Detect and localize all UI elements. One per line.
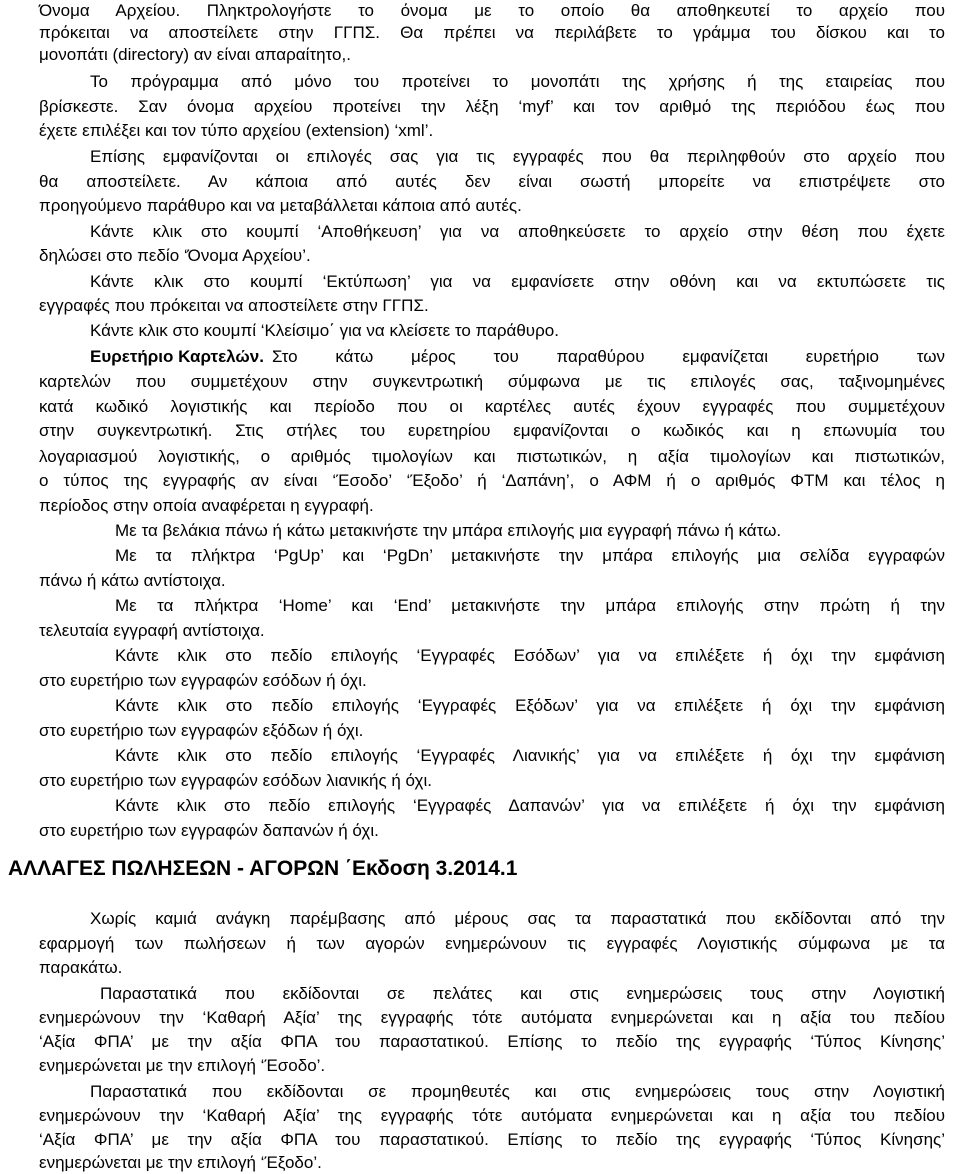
section-title: ΑΛΛΑΓΕΣ ΠΩΛΗΣΕΩΝ - ΑΓΟΡΩΝ ΄Εκδοση 3.2014.1 (8, 857, 518, 880)
text-line: ενημερώνουν την ‘Καθαρή Αξία’ της εγγραφής τότε αυτόματα ενημερώνεται και η αξία του πεδίου (39, 1008, 945, 1027)
text-line: βρίσκεστε. Σαν όνομα αρχείου προτείνει την λέξη ‘myf’ και τον αριθμό της περιόδου έως που (39, 97, 945, 116)
text-line: Κάντε κλικ στο κουμπί ‘Κλείσιμο΄ για να κλείσετε το παράθυρο. (90, 321, 559, 340)
text-line: στο ευρετήριο των εγγραφών εξόδων ή όχι. (39, 721, 364, 740)
text-line: Με τα βελάκια πάνω ή κάτω μετακινήστε την μπάρα επιλογής μια εγγραφή πάνω ή κάτω. (115, 521, 782, 540)
text-line: στο ευρετήριο των εγγραφών εσόδων λιανικής ή όχι. (39, 771, 432, 790)
text-line: προηγούμενο παράθυρο και να μεταβάλλεται κάποια από αυτές. (39, 196, 522, 215)
text-line: ο τύπος της εγγραφής αν είναι ‘Έσοδο’ ‘Έξοδο’ ή ‘Δαπάνη’, ο ΑΦΜ ή ο αριθμός ΦΤΜ και τέλος η (39, 471, 945, 490)
text-line: στο ευρετήριο των εγγραφών δαπανών ή όχι. (39, 821, 379, 840)
text-line: κατά κωδικό λογιστικής και περίοδο που οι καρτέλες αυτές έχουν εγγραφές που συμμετέχουν (39, 397, 945, 416)
text-line: Στο κάτω μέρος του παραθύρου εμφανίζεται ευρετήριο των (271, 347, 945, 366)
text-line: εφαρμογή των πωλήσεων ή των αγορών ενημερώνουν τις εγγραφές Λογιστικής σύμφωνα με τα (39, 934, 945, 953)
text-line: λογαριασμού λογιστικής, ο αριθμός τιμολογίων και πιστωτικών, η αξία τιμολογίων και πιστωτικών, (39, 447, 945, 466)
text-line: Κάντε κλικ στο κουμπί ‘Αποθήκευση’ για να αποθηκεύσετε το αρχείο στην θέση που έχετε (90, 222, 945, 241)
text-line: ενημερώνεται με την επιλογή ‘Έξοδο’. (39, 1153, 322, 1172)
text-line: Παραστατικά που εκδίδονται σε προμηθευτές και στις ενημερώσεις τους στην Λογιστική (90, 1082, 945, 1101)
text-line: Το πρόγραμμα από μόνο του προτείνει το μονοπάτι της χρήσης ή της εταιρείας που (90, 72, 945, 91)
text-line: ‘Αξία ΦΠΑ’ με την αξία ΦΠΑ του παραστατικού. Επίσης το πεδίο της εγγραφής ‘Τύπος Κίνησης’ (39, 1130, 945, 1149)
text-line: Επίσης εμφανίζονται οι επιλογές σας για τις εγγραφές που θα περιληφθούν στο αρχείο που (90, 147, 945, 166)
text-line: Με τα πλήκτρα ‘PgUp’ και ‘PgDn’ μετακινήστε την μπάρα επιλογής μια σελίδα εγγραφών (115, 546, 945, 565)
text-line: μονοπάτι (directory) αν είναι απαραίτητο,. (39, 45, 351, 64)
text-line: Όνομα Αρχείου. Πληκτρολογήστε το όνομα με το οποίο θα αποθηκευτεί το αρχείο που (39, 1, 945, 20)
text-line: παρακάτω. (39, 958, 123, 977)
index-heading-line (90, 346, 945, 368)
text-line: Κάντε κλικ στο πεδίο επιλογής ‘Εγγραφές Εσόδων’ για να επιλέξετε ή όχι την εμφάνιση (115, 646, 945, 665)
text-line: Κάντε κλικ στο πεδίο επιλογής ‘Εγγραφές Δαπανών’ για να επιλέξετε ή όχι την εμφάνιση (115, 796, 945, 815)
text-line: εγγραφές που πρόκειται να αποστείλετε στην ΓΓΠΣ. (39, 296, 429, 315)
text-line: Με τα πλήκτρα ‘Home’ και ‘End’ μετακινήστε την μπάρα επιλογής στην πρώτη ή την (115, 596, 945, 615)
text-line: τελευταία εγγραφή αντίστοιχα. (39, 621, 265, 640)
text-line: ενημερώνουν την ‘Καθαρή Αξία’ της εγγραφής τότε αυτόματα ενημερώνεται και η αξία του πεδίου (39, 1106, 945, 1125)
text-line: έχετε επιλέξει και τον τύπο αρχείου (extension) ‘xml’. (39, 121, 434, 140)
text-line: θα αποστείλετε. Αν κάποια από αυτές δεν είναι σωστή μπορείτε να επιστρέψετε στο (39, 172, 945, 191)
text-line: Παραστατικά που εκδίδονται σε πελάτες και στις ενημερώσεις τους στην Λογιστική (100, 984, 945, 1003)
text-line: Χωρίς καμιά ανάγκη παρέμβασης από μέρους σας τα παραστατικά που εκδίδονται από την (90, 909, 945, 928)
text-line: Κάντε κλικ στο κουμπί ‘Εκτύπωση’ για να εμφανίσετε στην οθόνη και να εκτυπώσετε τις (90, 272, 945, 291)
text-line: στο ευρετήριο των εγγραφών εσόδων ή όχι. (39, 671, 367, 690)
text-line: καρτελών που συμμετέχουν στην συγκεντρωτική σύμφωνα με τις επιλογές σας, ταξινομημένες (39, 372, 945, 391)
text-line: Κάντε κλικ στο πεδίο επιλογής ‘Εγγραφές Εξόδων’ για να επιλέξετε ή όχι την εμφάνιση (115, 696, 945, 715)
text-line: πάνω ή κάτω αντίστοιχα. (39, 571, 226, 590)
text-line: περίοδος στην οποία αναφέρεται η εγγραφή. (39, 496, 374, 515)
text-line: στην συγκεντρωτική. Στις στήλες του ευρετηρίου εμφανίζονται ο κωδικός και η επωνυμία του (39, 421, 945, 440)
text-line: ‘Αξία ΦΠΑ’ με την αξία ΦΠΑ του παραστατικού. Επίσης το πεδίο της εγγραφής ‘Τύπος Κίνησης’ (39, 1032, 945, 1051)
text-line: πρόκειται να αποστείλετε στην ΓΓΠΣ. Θα πρέπει να περιλάβετε το γράμμα του δίσκου και το (39, 23, 945, 42)
text-line: δηλώσει στο πεδίο ‘Όνομα Αρχείου’. (39, 246, 311, 265)
text-line: Κάντε κλικ στο πεδίο επιλογής ‘Εγγραφές Λιανικής’ για να επιλέξετε ή όχι την εμφάνιση (115, 746, 945, 765)
text-line: ενημερώνεται με την επιλογή ‘Έσοδο’. (39, 1056, 326, 1075)
index-heading: Ευρετήριο Καρτελών. (90, 347, 264, 366)
